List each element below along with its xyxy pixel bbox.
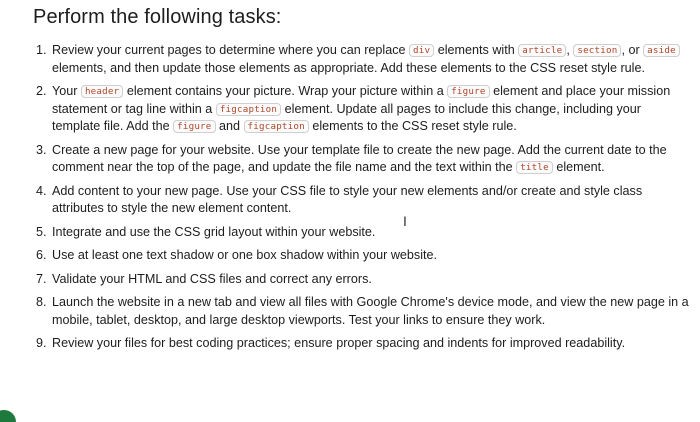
code-tag: figcaption (216, 103, 281, 116)
code-tag: figcaption (244, 120, 309, 133)
task-text: Review your current pages to determine where you can replace (52, 43, 410, 57)
list-item (36, 142, 691, 177)
task-line: Add content to your new page. Use your CSS file to style your new elements and/or create and style class (52, 183, 643, 198)
task-text: element. (552, 160, 605, 174)
task-text: comment near the top of the page, and update the file name and the text within the (52, 160, 517, 174)
task-line: elements, and then update those elements as appropriate. Add these elements to the CSS reset style rule. (52, 60, 645, 75)
task-number: 3. (36, 142, 47, 157)
task-text: element and place your mission (489, 84, 671, 98)
code-tag: header (81, 85, 123, 98)
task-number: 2. (36, 84, 47, 98)
code-tag: aside (643, 44, 680, 57)
page-title: Perform the following tasks: (33, 6, 282, 28)
list-item (36, 335, 691, 353)
task-text: statement or tag line within a (52, 101, 216, 116)
task-line: Validate your HTML and CSS files and correct any errors. (52, 271, 372, 286)
task-number: 8. (36, 295, 47, 309)
code-tag: div (409, 44, 434, 57)
task-line: Review your files for best coding practices; ensure proper spacing and indents for improved readability. (52, 336, 626, 350)
list-item (36, 224, 691, 242)
task-line (52, 159, 691, 177)
task-line: Integrate and use the CSS grid layout within your website. (52, 224, 376, 239)
task-line: Launch the website in a new tab and view all files with Google Chrome's device mode, and view the new page in a (52, 295, 689, 309)
code-tag: figure (447, 85, 489, 98)
task-number: 7. (36, 271, 47, 286)
list-item (36, 294, 691, 329)
task-number: 5. (36, 224, 47, 239)
task-text: element contains your picture. Wrap your picture within a (123, 84, 448, 98)
task-number: 4. (36, 183, 47, 198)
task-text: elements with (434, 43, 519, 57)
task-text: elements to the CSS reset style rule. (308, 119, 517, 133)
task-line: Use at least one text shadow or one box shadow within your website. (52, 248, 438, 262)
task-text: and (215, 119, 244, 133)
list-item (36, 271, 691, 289)
code-tag: section (573, 44, 621, 57)
task-line: attributes to style the new element content. (52, 201, 292, 215)
task-line (52, 42, 691, 60)
code-tag: title (516, 161, 553, 174)
task-text: element. Update all pages to include this change, including your (281, 101, 641, 116)
task-text: , or (621, 43, 644, 57)
task-number: 1. (36, 43, 47, 57)
task-list (36, 42, 691, 359)
task-text: , (566, 43, 574, 57)
code-tag: figure (173, 120, 215, 133)
task-line: mobile, tablet, desktop, and large desktop viewports. Test your links to ensure they work. (52, 312, 546, 327)
task-number: 6. (36, 248, 47, 262)
list-item (36, 83, 691, 136)
list-item (36, 183, 691, 218)
help-badge-icon[interactable] (0, 410, 16, 422)
task-text: Your (52, 84, 81, 98)
task-text: template file. Add the (52, 119, 174, 133)
task-line (52, 118, 691, 136)
list-item (36, 42, 691, 77)
task-number: 9. (36, 336, 47, 350)
text-cursor-icon: I (403, 213, 407, 229)
task-line (52, 83, 691, 101)
task-line (52, 101, 691, 119)
list-item (36, 247, 691, 265)
code-tag: article (518, 44, 566, 57)
task-line: Create a new page for your website. Use your template file to create the new page. Add the current date to the (52, 142, 667, 157)
